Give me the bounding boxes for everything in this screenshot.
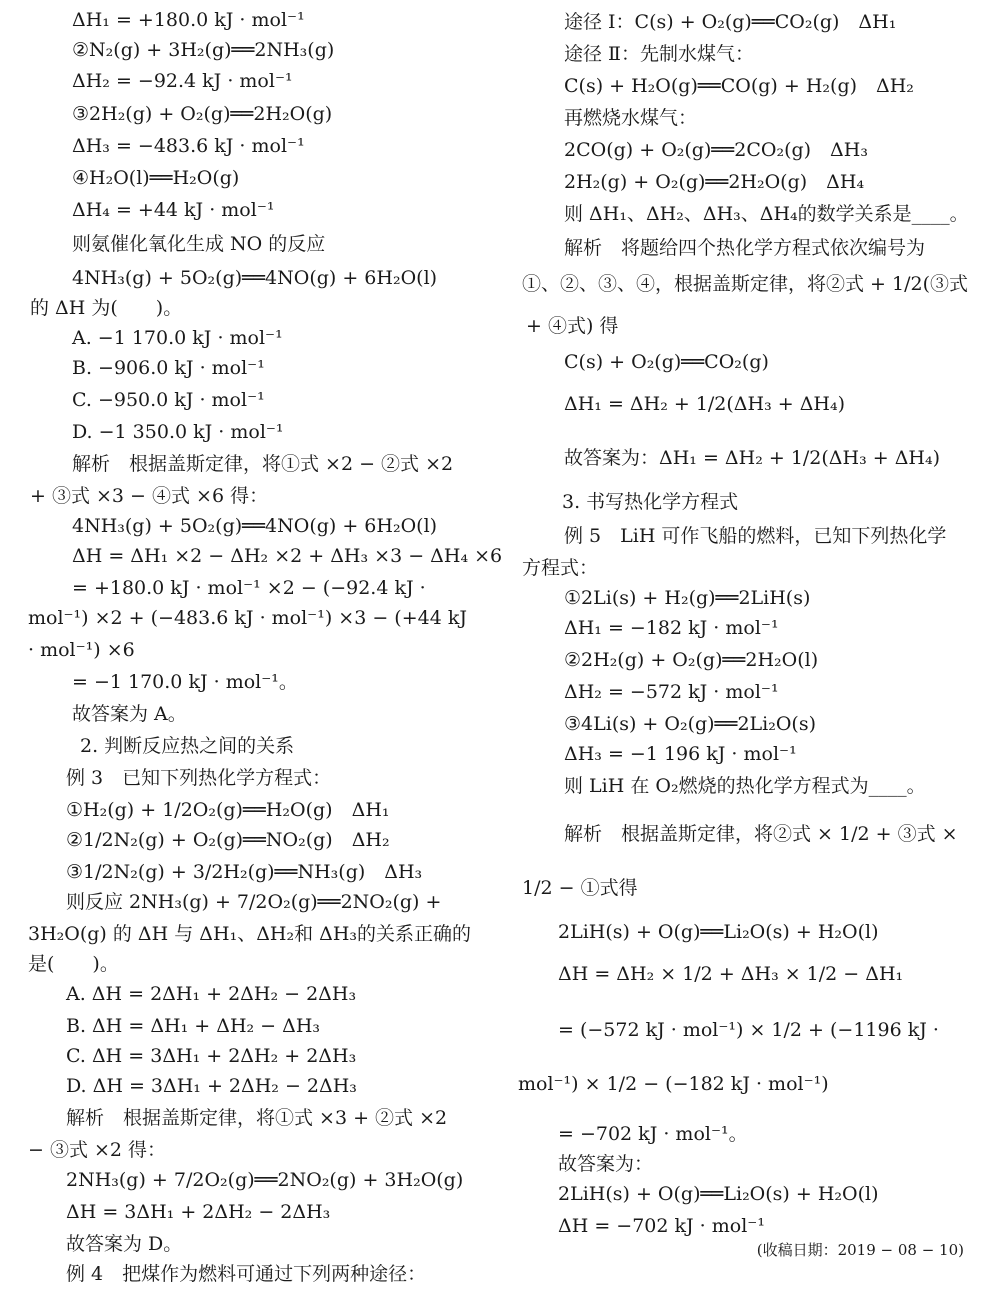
left_column-line: 解析 根据盖斯定律，将①式 ×2 − ②式 ×2 bbox=[72, 453, 454, 475]
right_column-line: ①、②、③、④，根据盖斯定律，将②式 + 1/2(③式 bbox=[522, 273, 968, 295]
right_column-line: ①2Li(s) + H₂(g)══2LiH(s) bbox=[564, 587, 811, 609]
left_column-line: A. ΔH = 2ΔH₁ + 2ΔH₂ − 2ΔH₃ bbox=[66, 983, 357, 1005]
right_column-line: ΔH₂ = −572 kJ · mol⁻¹ bbox=[564, 681, 779, 703]
left_column-line: 2NH₃(g) + 7/2O₂(g)══2NO₂(g) + 3H₂O(g) bbox=[66, 1169, 464, 1191]
left_column-line: 解析 根据盖斯定律，将①式 ×3 + ②式 ×2 bbox=[66, 1107, 448, 1129]
left_column-line: ΔH₄ = +44 kJ · mol⁻¹ bbox=[72, 199, 275, 221]
left_column-line: D. ΔH = 3ΔH₁ + 2ΔH₂ − 2ΔH₃ bbox=[66, 1075, 357, 1097]
left_column-line: C. −950.0 kJ · mol⁻¹ bbox=[72, 389, 265, 411]
left_column-line: ③1/2N₂(g) + 3/2H₂(g)══NH₃(g) ΔH₃ bbox=[66, 861, 423, 883]
right_column-line: C(s) + H₂O(g)══CO(g) + H₂(g) ΔH₂ bbox=[564, 75, 914, 97]
right_column-line: 故答案为： bbox=[558, 1153, 654, 1175]
right_column-line: 再燃烧水煤气： bbox=[564, 107, 698, 129]
left_column-line: ④H₂O(l)══H₂O(g) bbox=[72, 167, 240, 189]
left_column-line: ΔH₂ = −92.4 kJ · mol⁻¹ bbox=[72, 70, 293, 92]
right_column-line: + ④式) 得 bbox=[526, 315, 619, 337]
left_column-line: B. ΔH = ΔH₁ + ΔH₂ − ΔH₃ bbox=[66, 1015, 321, 1037]
left_column-line: 故答案为 D。 bbox=[66, 1233, 183, 1255]
right_column-line: ΔH = −702 kJ · mol⁻¹ bbox=[558, 1215, 765, 1237]
received-date: (收稿日期：2019 − 08 − 10) bbox=[756, 1241, 964, 1259]
left_column-line: = +180.0 kJ · mol⁻¹ ×2 − (−92.4 kJ · bbox=[72, 577, 426, 599]
left_column-line: 4NH₃(g) + 5O₂(g)══4NO(g) + 6H₂O(l) bbox=[72, 267, 438, 289]
left_column-line: 3H₂O(g) 的 ΔH 与 ΔH₁、ΔH₂和 ΔH₃的关系正确的 bbox=[28, 923, 472, 945]
left_column-line: B. −906.0 kJ · mol⁻¹ bbox=[72, 357, 265, 379]
left_column-line: 2. 判断反应热之间的关系 bbox=[80, 735, 295, 757]
right_column-line: 则 ΔH₁、ΔH₂、ΔH₃、ΔH₄的数学关系是____。 bbox=[564, 203, 969, 225]
right_column-line: mol⁻¹) × 1/2 − (−182 kJ · mol⁻¹) bbox=[518, 1073, 829, 1095]
right_column-line: = −702 kJ · mol⁻¹。 bbox=[558, 1123, 748, 1145]
left_column-line: ②N₂(g) + 3H₂(g)══2NH₃(g) bbox=[72, 39, 335, 61]
right_column-line: 解析 将题给四个热化学方程式依次编号为 bbox=[564, 237, 926, 259]
right_column-line: 2H₂(g) + O₂(g)══2H₂O(g) ΔH₄ bbox=[564, 171, 865, 193]
right_column-line: ΔH₁ = −182 kJ · mol⁻¹ bbox=[564, 617, 779, 639]
left_column-line: C. ΔH = 3ΔH₁ + 2ΔH₂ + 2ΔH₃ bbox=[66, 1045, 357, 1067]
left_column-line: 例 3 已知下列热化学方程式： bbox=[66, 767, 332, 789]
right_column-line: 途径 Ⅰ：C(s) + O₂(g)══CO₂(g) ΔH₁ bbox=[564, 11, 897, 33]
left_column-line: ΔH = ΔH₁ ×2 − ΔH₂ ×2 + ΔH₃ ×3 − ΔH₄ ×6 bbox=[72, 545, 503, 567]
right_column-line: ΔH₁ = ΔH₂ + 1/2(ΔH₃ + ΔH₄) bbox=[564, 393, 846, 415]
right_column-line: ΔH = ΔH₂ × 1/2 + ΔH₃ × 1/2 − ΔH₁ bbox=[558, 963, 904, 985]
right_column-line: 则 LiH 在 O₂燃烧的热化学方程式为____。 bbox=[564, 775, 926, 797]
right_column-line: 故答案为：ΔH₁ = ΔH₂ + 1/2(ΔH₃ + ΔH₄) bbox=[564, 447, 941, 469]
right_column-line: 方程式： bbox=[522, 557, 599, 579]
right_column-line: 3. 书写热化学方程式 bbox=[562, 491, 739, 513]
right_column-line: 途径 Ⅱ：先制水煤气： bbox=[564, 43, 754, 65]
left_column-line: D. −1 350.0 kJ · mol⁻¹ bbox=[72, 421, 284, 443]
right_column-line: 2LiH(s) + O(g)══Li₂O(s) + H₂O(l) bbox=[558, 1183, 879, 1205]
left_column-line: 则反应 2NH₃(g) + 7/2O₂(g)══2NO₂(g) + bbox=[66, 891, 442, 913]
left_column-line: ΔH = 3ΔH₁ + 2ΔH₂ − 2ΔH₃ bbox=[66, 1201, 331, 1223]
right_column-line: 例 5 LiH 可作飞船的燃料，已知下列热化学 bbox=[564, 525, 947, 547]
left_column-line: 的 ΔH 为( )。 bbox=[30, 297, 183, 319]
right_column-line: ΔH₃ = −1 196 kJ · mol⁻¹ bbox=[564, 743, 797, 765]
left_column-line: 则氨催化氧化生成 NO 的反应 bbox=[72, 233, 326, 255]
left_column-line: ΔH₁ = +180.0 kJ · mol⁻¹ bbox=[72, 9, 305, 31]
right_column-line: ③4Li(s) + O₂(g)══2Li₂O(s) bbox=[564, 713, 817, 735]
left_column-line: 例 4 把煤作为燃料可通过下列两种途径： bbox=[66, 1263, 427, 1285]
left_column-line: 是( )。 bbox=[28, 953, 119, 975]
left_column-line: ΔH₃ = −483.6 kJ · mol⁻¹ bbox=[72, 135, 305, 157]
right_column-line: C(s) + O₂(g)══CO₂(g) bbox=[564, 351, 769, 373]
left_column-line: = −1 170.0 kJ · mol⁻¹。 bbox=[72, 671, 298, 693]
left_column-line: A. −1 170.0 kJ · mol⁻¹ bbox=[72, 327, 283, 349]
left_column-line: ①H₂(g) + 1/2O₂(g)══H₂O(g) ΔH₁ bbox=[66, 799, 390, 821]
left_column-line: · mol⁻¹) ×6 bbox=[28, 639, 135, 661]
left_column-line: 故答案为 A。 bbox=[72, 703, 187, 725]
right_column-line: 2LiH(s) + O(g)══Li₂O(s) + H₂O(l) bbox=[558, 921, 879, 943]
right_column-line: ②2H₂(g) + O₂(g)══2H₂O(l) bbox=[564, 649, 819, 671]
right_column-line: 1/2 − ①式得 bbox=[522, 877, 638, 899]
right_column-line: 解析 根据盖斯定律，将②式 × 1/2 + ③式 × bbox=[564, 823, 958, 845]
left_column-line: 4NH₃(g) + 5O₂(g)══4NO(g) + 6H₂O(l) bbox=[72, 515, 438, 537]
left_column-line: mol⁻¹) ×2 + (−483.6 kJ · mol⁻¹) ×3 − (+44 kJ bbox=[28, 607, 467, 629]
left_column-line: ③2H₂(g) + O₂(g)══2H₂O(g) bbox=[72, 103, 333, 125]
left_column-line: + ③式 ×3 − ④式 ×6 得： bbox=[30, 485, 269, 507]
left_column-line: − ③式 ×2 得： bbox=[28, 1139, 167, 1161]
left_column-line: ②1/2N₂(g) + O₂(g)══NO₂(g) ΔH₂ bbox=[66, 829, 390, 851]
right_column-line: = (−572 kJ · mol⁻¹) × 1/2 + (−1196 kJ · bbox=[558, 1019, 939, 1041]
right_column-line: 2CO(g) + O₂(g)══2CO₂(g) ΔH₃ bbox=[564, 139, 868, 161]
